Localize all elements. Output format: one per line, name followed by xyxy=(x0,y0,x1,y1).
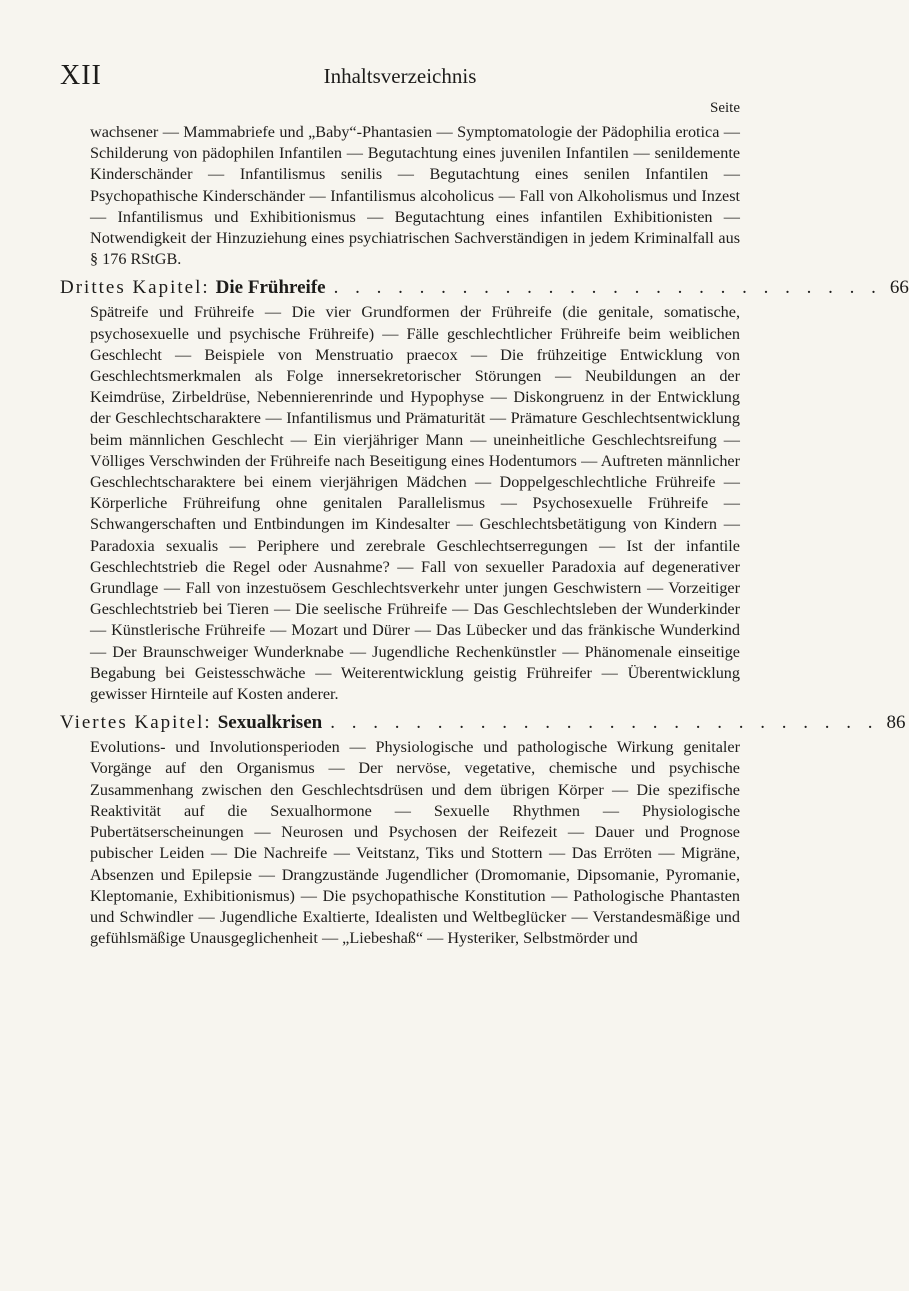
running-head: Inhaltsverzeichnis xyxy=(323,64,477,88)
page-numeral: XII xyxy=(60,60,102,91)
chapter-page: 66 xyxy=(889,277,909,299)
chapter-number: Viertes Kapitel: xyxy=(60,712,212,734)
chapter-page: 86 xyxy=(886,712,906,734)
chapter-title: Die Frühreife xyxy=(215,277,326,299)
chapter-number: Drittes Kapitel: xyxy=(60,277,210,299)
table-of-contents xyxy=(60,122,909,949)
chapter-title: Sexualkrisen xyxy=(217,712,323,734)
chapter-heading-3 xyxy=(60,276,909,300)
chapter-heading-4 xyxy=(60,711,906,735)
chapter-summary: Evolutions- und Involutionsperioden — Physiologische und pathologische Wirkung genitaler Vorgänge auf den Organismus — Der nervöse, vegetative, chemische und psychische Zusammenhang zwischen den Geschlechtsdrüsen und dem übrigen Körper — Die spezifische Reaktivität auf die Sexualhormone — Sexuelle Rhythmen — Physiologische Pubertätserscheinungen — Neurosen und Psychosen der Reifezeit — Dauer und Prognose pubischer Leiden — Die Nachreife — Veitstanz, Tiks und Stottern — Das Erröten — Migräne, Absenzen und Epilepsie — Drangzustände Jugendlicher (Dromomanie, Dipsomanie, Pyromanie, Kleptomanie, Exhibitionismus) — Die psychopathische Konstitution — Pathologische Phantasten und Schwindler — Jugendliche Exaltierte, Idealisten und Weltbeglücker — Verstandesmäßige und gefühlsmäßige Unausgeglichenheit — „Liebeshaß“ — Hysteriker, Selbstmörder und xyxy=(90,738,740,948)
leader-dots: . . . . . . . . . . . . . . . . . . . . . . . . . . xyxy=(330,712,879,734)
intro-paragraph: wachsener — Mammabriefe und „Baby“-Phantasien — Symptomatologie der Pädophilia erotica — Schilderung von pädophilen Infantilen — Begutachtung eines juvenilen Infantilen — senildemente Kinderschänder — Infantilismus senilis — Begutachtung eines senilen Infantilen — Psychopathische Kinderschänder — Infantilismus alcoholicus — Fall von Alkoholismus und Inzest — Infantilismus und Exhibitionismus — Begutachtung eines infantilen Exhibitionisten — Notwendigkeit der Hinzuziehung eines psychiatrischen Sachverständigen in jedem Kriminalfall aus § 176 RStGB. xyxy=(90,123,740,269)
page-column-label: Seite xyxy=(710,100,740,116)
chapter-summary: Spätreife und Frühreife — Die vier Grundformen der Frühreife (die genitale, somatische, psychosexuelle und psychische Frühreife) — Fälle geschlechtlicher Frühreife beim weiblichen Geschlecht — Beispiele von Menstruatio praecox — Die frühzeitige Entwicklung von Geschlechtsmerkmalen als Folge innersekretorischer Störungen — Neubildungen an der Keimdrüse, Zirbeldrüse, Nebennierenrinde und Hypophyse — Diskongruenz in der Entwicklung der Geschlechtscharaktere — Infantilismus und Prämaturität — Prämature Geschlechtsentwicklung beim männlichen Geschlecht — Ein vierjähriger Mann — uneinheitliche Geschlechtsreifung — Völliges Verschwinden der Frühreife nach Beseitigung eines Hodentumors — Auftreten männlicher Geschlechtscharaktere bei einem vierjährigen Mädchen — Doppelgeschlechtliche Frühreife — Körperliche Frühreifung ohne genitalen Parallelismus — Psychosexuelle Frühreife — Schwangerschaften und Entbindungen im Kindesalter — Geschlechtsbetätigung von Kindern — Paradoxia sexualis — Periphere und zerebrale Geschlechtserregungen — Ist der infantile Geschlechtstrieb die Regel oder Ausnahme? — Fall von sexueller Paradoxia auf degenerativer Grundlage — Fall von inzestuösem Geschlechtsverkehr unter jungen Geschwistern — Vorzeitiger Geschlechtstrieb bei Tieren — Die seelische Frühreife — Das Geschlechtsleben der Wunderkinder — Künstlerische Frühreife — Mozart und Dürer — Das Lübecker und das fränkische Wunderkind — Der Braunschweiger Wunderknabe — Jugendliche Rechenkünstler — Phänomenale einseitige Begabung bei Geistesschwäche — Weiterentwicklung geistig Frühreifer — Überentwicklung gewisser Hirnteile auf Kosten anderer. xyxy=(90,303,740,704)
leader-dots: . . . . . . . . . . . . . . . . . . . . . . . . . . xyxy=(333,277,882,299)
